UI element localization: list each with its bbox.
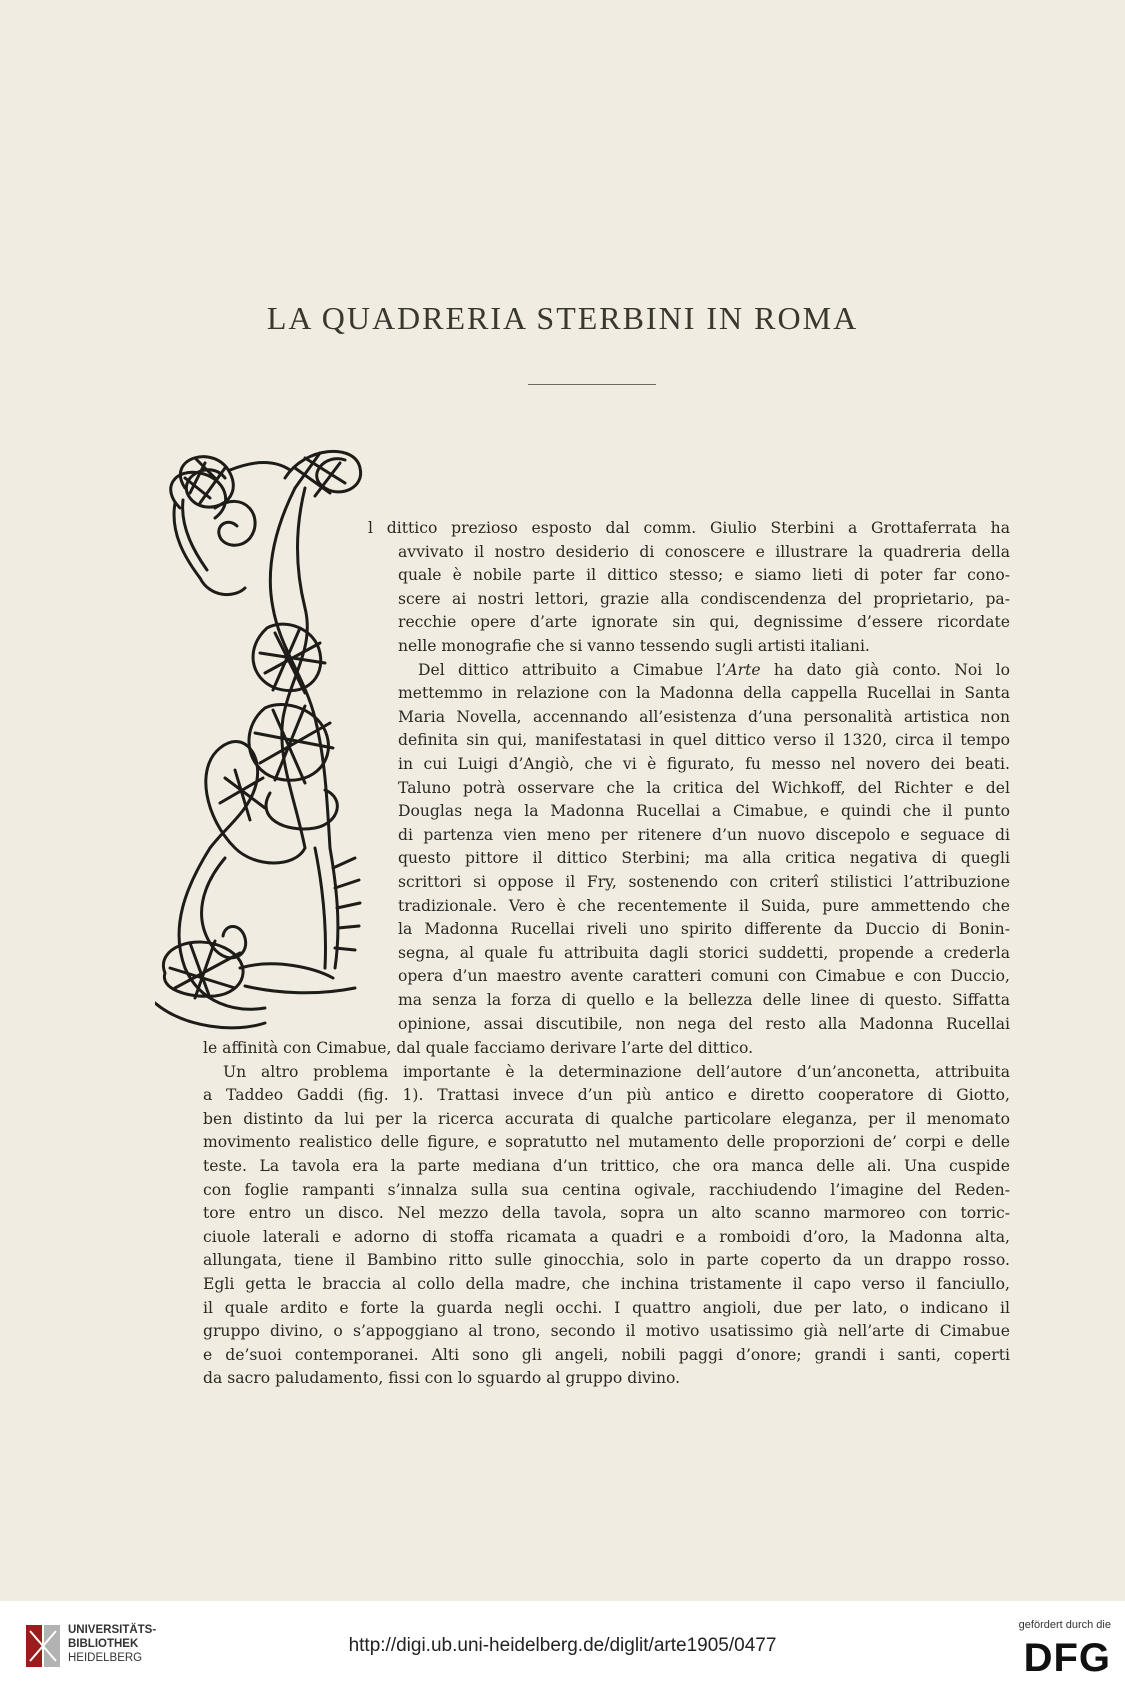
text-line (203, 1272, 1010, 1296)
text-run: di partenza vien meno per ritenere d’un nuovo discepolo e seguace di (398, 825, 1010, 844)
text-line (398, 752, 1010, 776)
text-line (203, 1343, 1010, 1367)
text-run: Taluno potrà osservare che la critica del Wichkoff, del Richter e del (398, 778, 1010, 797)
text-line (398, 587, 1010, 611)
text-run: le affinità con Cimabue, dal quale facciamo derivare l’arte del dittico. (203, 1039, 754, 1057)
text-line (398, 988, 1010, 1012)
text-line (203, 1083, 1010, 1107)
text-run: ciuole laterali e adorno di stoffa ricamata a quadri e a romboidi d’oro, la Madonna alta, (203, 1227, 1010, 1246)
text-line (203, 1036, 1010, 1060)
text-line (203, 1107, 1010, 1131)
text-run: segna, al quale fu attribuita dagli storici suddetti, propende a crederla (398, 943, 1010, 962)
text-run: da sacro paludamento, fissi con lo sguardo al gruppo divino. (203, 1369, 681, 1388)
text-run: avvivato il nostro desiderio di conoscere e illustrare la quadreria della (398, 542, 1010, 561)
text-line (203, 1248, 1010, 1272)
library-line-2: BIBLIOTHEK (68, 1638, 139, 1650)
text-run: questo pittore il dittico Sterbini; ma alla critica negativa di quegli (398, 849, 1010, 868)
text-run: opera d’un maestro avente caratteri comuni con Cimabue e con Duccio, (398, 967, 1010, 986)
text-line (398, 870, 1010, 894)
text-line (203, 1178, 1010, 1202)
text-run: e de’suoi contemporanei. Alti sono gli angeli, nobili paggi d’onore; grandi i santi, coperti (203, 1345, 1010, 1364)
text-run: scrittori si oppose il Fry, sostenendo con criterî stilistici l’attribuzione (398, 873, 1010, 891)
text-run: Maria Novella, accennando all’esistenza d’una personalità artistica non (398, 707, 1010, 726)
text-line (398, 964, 1010, 988)
text-run: movimento realistico delle figure, e sopratutto nel mutamento delle proporzioni de’ corpi e delle (203, 1133, 1010, 1152)
text-line (398, 540, 1010, 564)
text-run: opinione, assai discutibile, non nega del resto alla Madonna Rucellai (398, 1014, 1010, 1033)
text-line (398, 823, 1010, 847)
text-line (418, 658, 1010, 682)
library-line-1: UNIVERSITÄTS- (68, 1624, 157, 1636)
text-run: ma senza la forza di quello e la bellezza delle linee di questo. Siffatta (398, 991, 1010, 1009)
text-run: Del dittico attribuito a Cimabue l’ (418, 660, 727, 679)
text-run: ha dato già conto. Noi lo (760, 660, 1010, 679)
text-line (398, 917, 1010, 941)
library-line-3: HEIDELBERG (68, 1652, 143, 1664)
text-run: recchie opere d’arte ignorate sin qui, degnissime d’essere ricordate (398, 613, 1010, 632)
text-line (223, 1060, 1010, 1084)
dfg-logo: DFG (1023, 1636, 1111, 1680)
text-line (398, 941, 1010, 965)
text-run: quale è nobile parte il dittico stesso; e siamo lieti di poter far cono- (398, 566, 1010, 585)
text-run: Egli getta le braccia al collo della madre, che inchina tristamente il capo verso il fanciullo, (203, 1275, 1010, 1293)
text-line (398, 799, 1010, 823)
text-line (203, 1154, 1010, 1178)
text-line (203, 1225, 1010, 1249)
text-run: mettemmo in relazione con la Madonna della cappella Rucellai in Santa (398, 684, 1010, 703)
text-run: nelle monografie che si vanno tessendo sugli artisti italiani. (398, 637, 870, 655)
funding-caption: gefördert durch die (1018, 1619, 1111, 1631)
text-line (398, 634, 1010, 658)
text-line (398, 776, 1010, 800)
permalink-url[interactable]: http://digi.ub.uni-heidelberg.de/diglit/arte1905/0477 (348, 1635, 777, 1656)
text-line (398, 894, 1010, 918)
text-run: allungata, tiene il Bambino ritto sulle ginocchia, solo in parte coperto da un drappo rosso. (203, 1251, 1010, 1270)
text-line (203, 1366, 1010, 1390)
text-run: ben distinto da lui per la ricerca accurata di qualche particolare eleganza, per il menomato (203, 1109, 1010, 1128)
text-line (398, 681, 1010, 705)
text-line (398, 1012, 1010, 1036)
text-run: tore entro un disco. Nel mezzo della tavola, sopra un alto scanno marmoreo con torric- (203, 1204, 1010, 1223)
decorated-initial-I (155, 448, 395, 1038)
text-line (203, 1319, 1010, 1343)
text-run: gruppo divino, o s’appoggiano al trono, secondo il motivo usatissimo già nell’arte di Cimabue (203, 1322, 1010, 1341)
text-run: tradizionale. Vero è che recentemente il Suida, pure ammettendo che (398, 896, 1010, 915)
text-line (398, 563, 1010, 587)
text-line (368, 516, 1010, 540)
text-run: Un altro problema importante è la determinazione dell’autore d’un’anconetta, attribuita (223, 1062, 1010, 1081)
text-run: il quale ardito e forte la guarda negli occhi. I quattro angioli, due per lato, o indicano il (203, 1298, 1010, 1317)
text-line (203, 1296, 1010, 1320)
text-line (203, 1201, 1010, 1225)
text-run: l dittico prezioso esposto dal comm. Giulio Sterbini a Grottaferrata ha (368, 519, 1010, 537)
text-run: in cui Luigi d’Angiò, che vi è figurato, fu messo nel novero dei beati. (398, 755, 1010, 773)
text-line (398, 705, 1010, 729)
text-line (203, 1130, 1010, 1154)
title-divider (528, 384, 656, 385)
text-run: scere ai nostri lettori, grazie alla condiscendenza del proprietario, pa- (398, 589, 1010, 608)
footer-bar (0, 1601, 1125, 1689)
text-run: la Madonna Rucellai riveli uno spirito differente da Duccio di Bonin- (398, 920, 1010, 939)
italic-run: Arte (726, 660, 761, 679)
article-title: LA QUADRERIA STERBINI IN ROMA (266, 300, 859, 336)
text-run: definita sin qui, manifestatasi in quel dittico verso il 1320, circa il tempo (398, 731, 1010, 750)
text-line (398, 846, 1010, 870)
text-run: con foglie rampanti s’innalza sulla sua centina ogivale, racchiudendo l’imagine del Reden- (203, 1180, 1010, 1199)
text-line (398, 728, 1010, 752)
text-run: teste. La tavola era la parte mediana d’un trittico, che ora manca delle ali. Una cuspide (203, 1157, 1010, 1175)
text-run: Douglas nega la Madonna Rucellai a Cimabue, e quindi che il punto (398, 802, 1010, 821)
text-run: a Taddeo Gaddi (fig. 1). Trattasi invece d’un più antico e diretto cooperatore di Giotto, (203, 1086, 1010, 1105)
text-line (398, 610, 1010, 634)
